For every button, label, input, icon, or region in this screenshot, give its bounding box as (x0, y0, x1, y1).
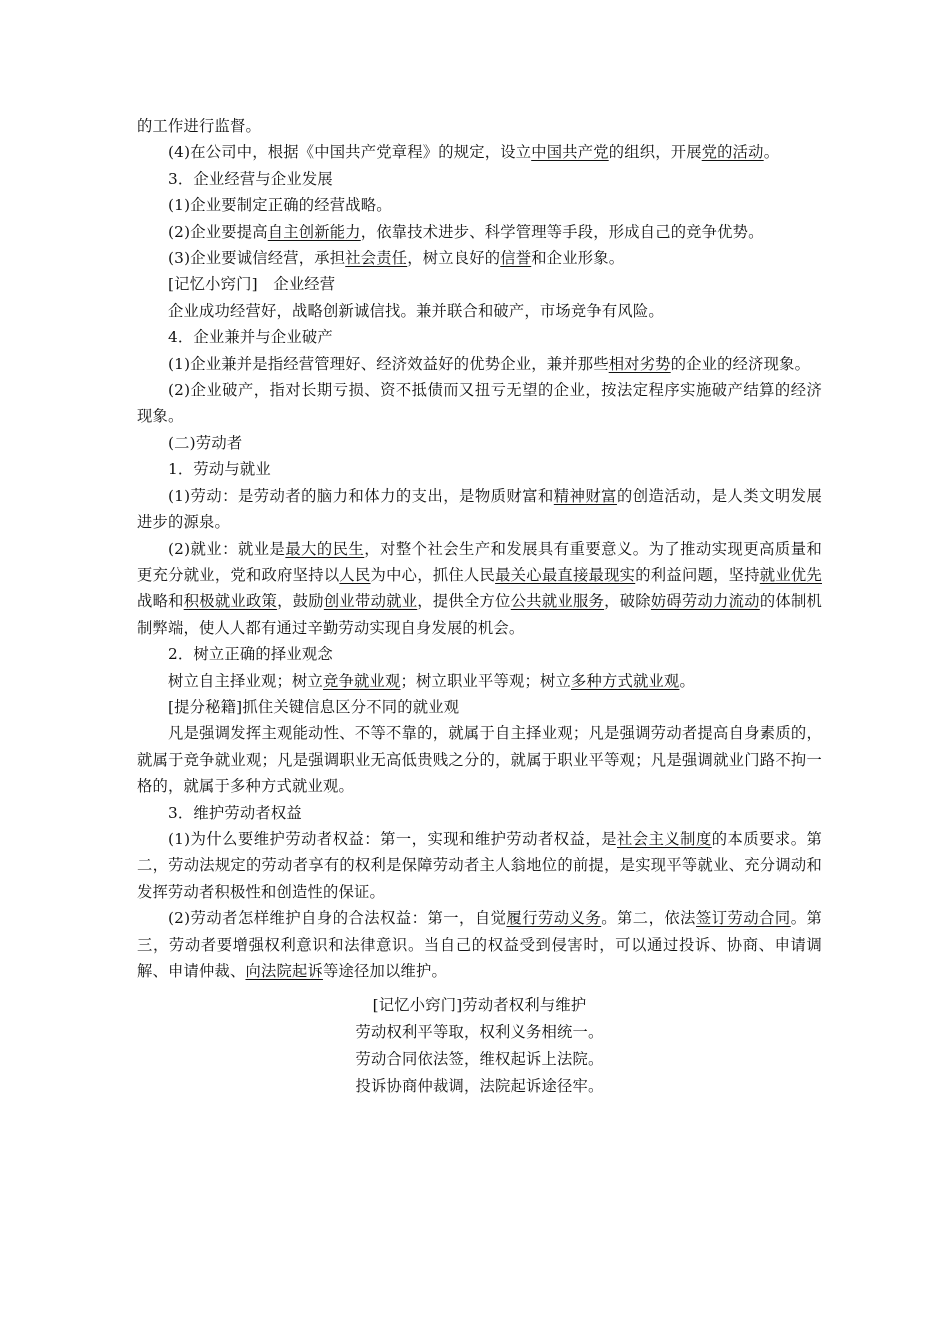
underlined-term: 最大的民生 (285, 539, 365, 558)
text-run: ，树立良好的 (407, 249, 501, 268)
text-run: ，提供全方位 (417, 592, 511, 611)
underlined-term: 精神财富 (553, 486, 617, 505)
text-run: 的创造活动，是人类文明发展进步的源泉。 (137, 486, 822, 532)
underlined-term: 就业优先 (759, 565, 822, 584)
paragraph (137, 245, 822, 271)
text-run: ，依靠技术进步、科学管理等手段，形成自己的竞争优势。 (360, 222, 764, 241)
text-run: (2)劳动者怎样维护自身的合法权益：第一，自觉 (168, 909, 507, 928)
underlined-term: 社会责任 (345, 249, 408, 268)
poem-line: 劳动合同依法签，维权起诉上法院。 (355, 1050, 604, 1069)
text-run: (二)劳动者 (168, 433, 243, 452)
memory-tip-heading (137, 271, 822, 297)
text-run: 的企业的经济现象。 (670, 354, 811, 373)
text-run: 的本质要求。第二，劳动法规定的劳动者享有的权利是保障劳动者主人翁地位的前提，是实现平等就业、充分调动和发挥劳动者积极性和创造性的保证。 (137, 829, 823, 901)
text-run: [提分秘籍]抓住关键信息区分不同的就业观 (168, 697, 460, 716)
underlined-term: 公共就业服务 (510, 592, 605, 611)
text-run: ，破除 (604, 592, 651, 611)
text-run: 1．劳动与就业 (168, 460, 271, 479)
tip-heading (137, 694, 822, 720)
underlined-term: 向法院起诉 (245, 962, 323, 980)
underlined-term: 最关心最直接最现实 (495, 565, 636, 584)
underlined-term: 相对劣势 (608, 354, 671, 373)
text-run: (4)在公司中，根据《中国共产党章程》的规定，设立 (168, 143, 532, 162)
chapter-heading (137, 430, 822, 456)
text-run: 3．维护劳动者权益 (168, 803, 302, 822)
underlined-term: 多种方式就业观 (570, 671, 680, 690)
text-run: 为中心，抓住人民 (370, 565, 496, 584)
text-run: 。 (679, 671, 695, 690)
underlined-term: 妨碍劳动力流动 (650, 592, 760, 611)
underlined-term: 竞争就业观 (322, 671, 401, 690)
paragraph (137, 826, 822, 905)
text-run: 树立自主择业观；树立 (168, 671, 323, 690)
text-run: 。第三，劳动者要增强权利意识和法律意识。当自己的权益受到侵害时，可以通过投诉、协商、申请调解、申请仲裁、 (137, 909, 823, 980)
text-run: (1)为什么要维护劳动者权益：第一，实现和维护劳动者权益，是 (168, 829, 617, 848)
underlined-term: 中国共产党 (531, 143, 609, 162)
underlined-term: 自主创新能力 (267, 222, 361, 241)
text-run: (2)就业：就业是 (168, 539, 286, 558)
text-run: 4．企业兼并与企业破产 (168, 328, 333, 347)
text-run: ；树立职业平等观；树立 (400, 671, 571, 690)
underlined-term: 党的活动 (701, 143, 764, 162)
underlined-term: 人民 (339, 565, 371, 584)
text-run: 3．企业经营与企业发展 (168, 169, 333, 188)
text-run: 和企业形象。 (531, 249, 625, 268)
poem-line: 劳动权利平等取，权利义务相统一。 (355, 1023, 604, 1042)
underlined-term: 履行劳动义务 (506, 909, 602, 928)
underlined-term: 创业带动就业 (323, 592, 418, 611)
text-run: 的工作进行监督。 (137, 117, 261, 135)
paragraph (137, 139, 822, 165)
text-run: [记忆小窍门] 企业经营 (168, 275, 336, 294)
text-run: 凡是强调发挥主观能动性、不等不靠的，就属于自主择业观；凡是强调劳动者提高自身素质的，就属于竞争就业观；凡是强调职业无高低贵贱之分的，就属于职业平等观；凡是强调就业门路不拘一格的，就属于多种方式就业观。 (137, 724, 822, 796)
underlined-term: 积极就业政策 (183, 592, 278, 611)
paragraph (137, 720, 822, 799)
text-run: 等途径加以维护。 (322, 962, 447, 980)
memory-tip-text (137, 298, 822, 324)
poem-title: [记忆小窍门]劳动者权利与维护 (372, 996, 587, 1015)
section-heading (137, 166, 822, 192)
section-heading (137, 641, 822, 667)
paragraph (137, 351, 822, 377)
text-run: 的体制机制弊端，使人人都有通过辛勤劳动实现自身发展的机会。 (137, 592, 823, 637)
poem-line: 投诉协商仲裁调，法院起诉途径牢。 (355, 1077, 604, 1096)
paragraph (137, 668, 822, 694)
text-run: 2．树立正确的择业观念 (168, 645, 333, 664)
text-run: 的利益问题，坚持 (635, 565, 760, 584)
paragraph (137, 483, 822, 536)
section-heading (137, 456, 822, 482)
paragraph (137, 113, 822, 139)
paragraph (137, 536, 822, 642)
memory-poem (137, 992, 822, 1100)
text-run: 战略和 (137, 592, 184, 611)
underlined-term: 信誉 (500, 249, 532, 268)
underlined-term: 签订劳动合同 (695, 909, 791, 928)
text-run: (2)企业破产，指对长期亏损、资不抵债而又扭亏无望的企业，按法定程序实施破产结算的经济现象。 (137, 381, 822, 426)
text-run: 的组织，开展 (608, 143, 702, 162)
text-run: (1)劳动：是劳动者的脑力和体力的支出，是物质财富和 (168, 486, 554, 505)
underlined-term: 社会主义制度 (616, 829, 712, 848)
text-run: (1)企业要制定正确的经营战略。 (168, 196, 392, 215)
text-run: (3)企业要诚信经营，承担 (168, 249, 346, 268)
section-heading (137, 324, 822, 350)
paragraph (137, 905, 822, 984)
text-run: (1)企业兼并是指经营管理好、经济效益好的优势企业，兼并那些 (168, 354, 609, 373)
paragraph (137, 219, 822, 245)
text-run: 。 (763, 143, 780, 162)
text-run: ，对整个社会生产和发展具有重要意义。为了推动实现更高质量和更充分就业，党和政府坚持以 (137, 539, 822, 584)
text-run: (2)企业要提高 (168, 222, 268, 241)
text-run: 。第二，依法 (601, 909, 696, 928)
text-run: ，鼓励 (277, 592, 324, 611)
paragraph (137, 377, 822, 430)
text-run: 企业成功经营好，战略创新诚信找。兼并联合和破产，市场竞争有风险。 (168, 301, 664, 320)
section-heading (137, 800, 822, 826)
paragraph (137, 192, 822, 218)
